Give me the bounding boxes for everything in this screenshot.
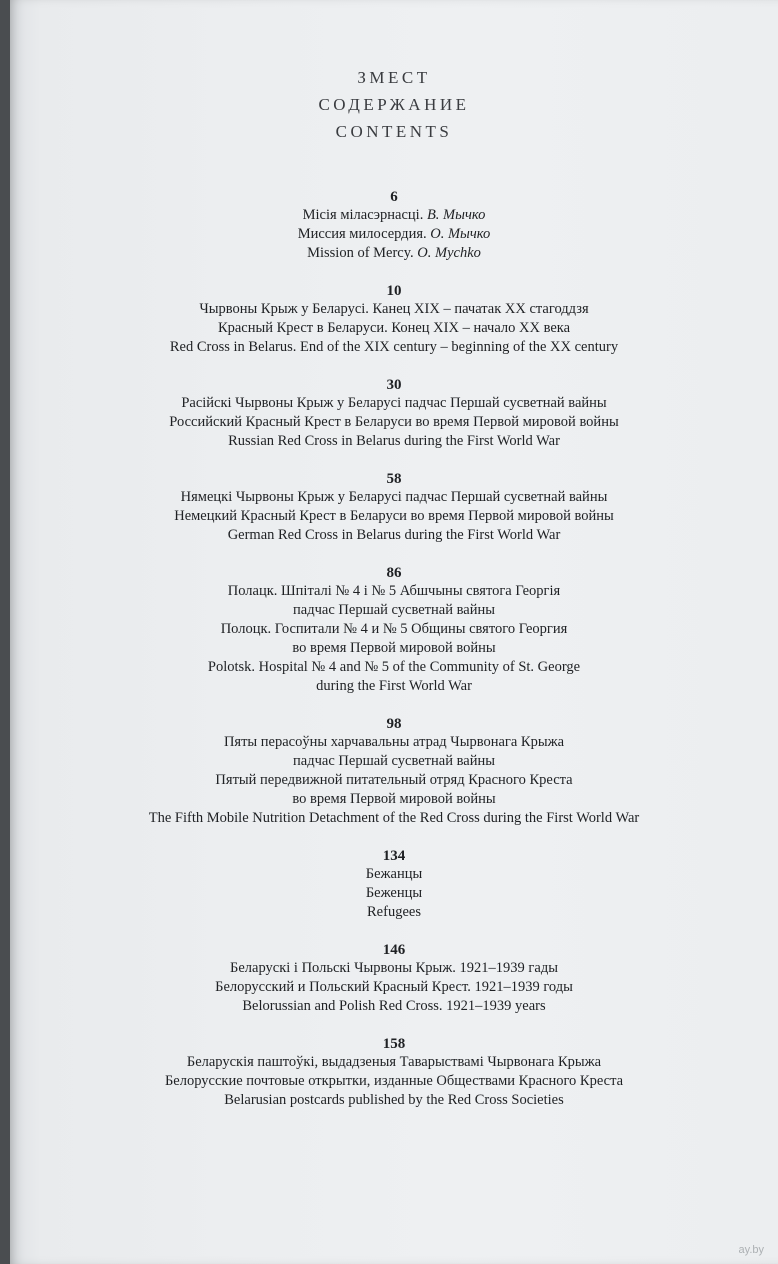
toc-page-number: 30: [386, 377, 402, 393]
toc-line-text: Бежанцы: [365, 866, 423, 882]
toc-page-number: 158: [382, 1036, 406, 1052]
toc-line-text: Российский Красный Крест в Беларуси во время Первой мировой войны: [169, 414, 619, 430]
toc-entry: [10, 282, 778, 357]
toc-line-text: Belorussian and Polish Red Cross. 1921–1939 years: [242, 998, 546, 1014]
toc-line-text: Миссия милосердия.: [297, 226, 427, 242]
toc-page-number: 10: [386, 283, 402, 299]
toc-line-author: В. Мычко: [426, 207, 486, 223]
toc-line: [10, 865, 778, 884]
toc-line: [10, 432, 778, 451]
toc-line-text: во время Первой мировой войны: [292, 640, 496, 656]
toc-line-text: Белорусский и Польский Красный Крест. 1921–1939 годы: [215, 979, 573, 995]
heading-belarusian: ЗМЕСТ: [357, 68, 431, 87]
toc-line-text: во время Первой мировой войны: [292, 791, 496, 807]
toc-line: [10, 206, 778, 225]
toc-line-text: Refugees: [367, 904, 421, 920]
heading-russian: СОДЕРЖАНИЕ: [318, 95, 470, 114]
toc-page-number: 134: [382, 848, 406, 864]
toc-line-text: падчас Першай сусветнай вайны: [293, 753, 495, 769]
toc-line: [10, 790, 778, 809]
toc-entry: [10, 941, 778, 1016]
toc-line: [10, 677, 778, 696]
toc-line: [10, 507, 778, 526]
toc-line-text: Russian Red Cross in Belarus during the First World War: [228, 433, 560, 449]
toc-line: [10, 488, 778, 507]
toc-line: [10, 884, 778, 903]
heading-english: CONTENTS: [335, 122, 453, 141]
book-page: [10, 0, 778, 1264]
toc-page-number: 86: [386, 565, 402, 581]
toc-line: [10, 300, 778, 319]
toc-line-text: Полацк. Шпіталі № 4 і № 5 Абшчыны святога Георгія: [227, 583, 561, 599]
toc-line: [10, 639, 778, 658]
toc-line-text: Белорусские почтовые открытки, изданные Обществами Красного Креста: [164, 1073, 624, 1089]
toc-line-author: О. Мычко: [430, 226, 491, 242]
toc-line: [10, 225, 778, 244]
toc-line: [10, 658, 778, 677]
toc-line: [10, 413, 778, 432]
toc-page-number: 146: [382, 942, 406, 958]
toc-line-text: Polotsk. Hospital № 4 and № 5 of the Community of St. George: [207, 659, 581, 675]
toc-line: [10, 959, 778, 978]
toc-entry: [10, 847, 778, 922]
toc-line-text: Полоцк. Госпитали № 4 и № 5 Общины святого Георгия: [220, 621, 568, 637]
toc-line: [10, 752, 778, 771]
toc-line-text: Немецкий Красный Крест в Беларуси во время Первой мировой войны: [174, 508, 614, 524]
toc-line: [10, 319, 778, 338]
toc-line: [10, 809, 778, 828]
watermark: ay.by: [738, 1244, 764, 1256]
toc-line-text: падчас Першай сусветнай вайны: [293, 602, 495, 618]
toc-line: [10, 1072, 778, 1091]
toc-line-text: Беларускі і Польскі Чырвоны Крыж. 1921–1939 гады: [230, 960, 558, 976]
toc-entry: [10, 470, 778, 545]
toc-line-text: The Fifth Mobile Nutrition Detachment of the Red Cross during the First World War: [148, 810, 640, 826]
toc-entry: [10, 1035, 778, 1110]
toc-line-text: Пяты перасоўны харчавальны атрад Чырвонага Крыжа: [223, 734, 565, 750]
toc-line-text: Красный Крест в Беларуси. Конец ХІХ – начало ХХ века: [217, 320, 571, 336]
toc-line-author: O. Mychko: [417, 245, 481, 261]
toc-line-text: Red Cross in Belarus. End of the XIX century – beginning of the XX century: [169, 339, 619, 355]
toc-entry: [10, 715, 778, 828]
contents-headings: [10, 64, 778, 145]
toc-line: [10, 903, 778, 922]
toc-line: [10, 526, 778, 545]
toc-page-number: 6: [390, 189, 398, 205]
toc-line-text: Місія міласэрнасці.: [302, 207, 424, 223]
toc-page-number: 58: [386, 471, 402, 487]
toc-entry: [10, 376, 778, 451]
toc-line-text: Пятый передвижной питательный отряд Красного Креста: [215, 772, 573, 788]
toc-entry: [10, 564, 778, 696]
toc-line: [10, 620, 778, 639]
toc-line-text: Беларускія паштоўкі, выдадзеныя Таварыствамі Чырвонага Крыжа: [186, 1054, 602, 1070]
toc-line: [10, 582, 778, 601]
toc-line-text: Нямецкі Чырвоны Крыж у Беларусі падчас Першай сусветнай вайны: [180, 489, 608, 505]
toc-line-text: Mission of Mercy.: [307, 245, 414, 261]
toc-line: [10, 771, 778, 790]
toc-line: [10, 1091, 778, 1110]
toc-page-number: 98: [386, 716, 402, 732]
toc-line: [10, 978, 778, 997]
toc-line: [10, 394, 778, 413]
toc-line: [10, 338, 778, 357]
table-of-contents: [10, 188, 778, 1129]
toc-line-text: Belarusian postcards published by the Red Cross Societies: [224, 1092, 564, 1108]
toc-line-text: Чырвоны Крыж у Беларусі. Канец ХІХ – пачатак ХХ стагоддзя: [199, 301, 589, 317]
toc-line: [10, 733, 778, 752]
toc-line: [10, 601, 778, 620]
toc-line-text: during the First World War: [316, 678, 472, 694]
toc-line-text: Расійскі Чырвоны Крыж у Беларусі падчас Першай сусветнай вайны: [181, 395, 607, 411]
toc-line-text: Беженцы: [365, 885, 423, 901]
toc-line: [10, 997, 778, 1016]
toc-entry: [10, 188, 778, 263]
toc-line: [10, 244, 778, 263]
toc-line: [10, 1053, 778, 1072]
toc-line-text: German Red Cross in Belarus during the First World War: [227, 527, 561, 543]
